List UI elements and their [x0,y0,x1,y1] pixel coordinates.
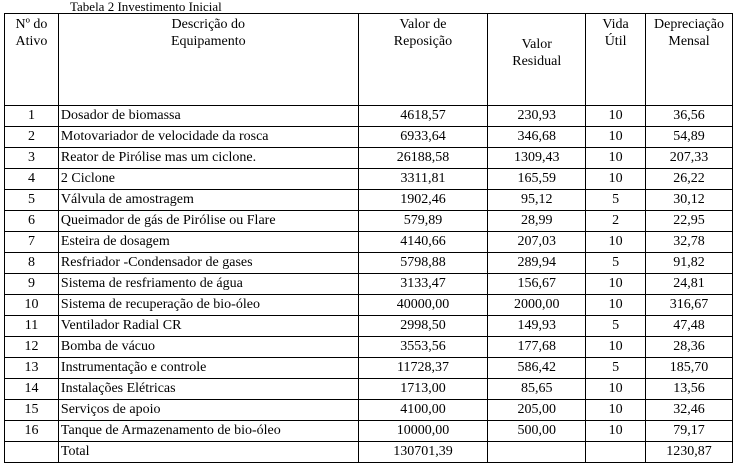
asset-number-cell: 14 [5,379,59,400]
asset-number-cell: 11 [5,316,59,337]
total-num-cell [5,442,59,463]
useful-life-cell: 10 [586,127,646,148]
monthly-depreciation-cell: 22,95 [646,211,733,232]
residual-value-cell: 207,03 [488,232,586,253]
replacement-value-cell: 3311,81 [358,169,488,190]
total-row [5,442,733,463]
residual-value-cell: 289,94 [488,253,586,274]
replacement-value-cell: 40000,00 [358,295,488,316]
header-monthly-depreciation: Depreciação Mensal [646,14,733,106]
monthly-depreciation-cell: 24,81 [646,274,733,295]
monthly-depreciation-cell: 26,22 [646,169,733,190]
table-row [5,148,733,169]
description-cell: Instalações Elétricas [58,379,358,400]
header-asset-number: Nº do Ativo [5,14,59,106]
description-cell: Resfriador -Condensador de gases [58,253,358,274]
asset-number-cell: 6 [5,211,59,232]
table-caption: Tabela 2 Investimento Inicial [70,0,222,14]
description-cell: Queimador de gás de Pirólise ou Flare [58,211,358,232]
monthly-depreciation-cell: 54,89 [646,127,733,148]
monthly-depreciation-cell: 36,56 [646,106,733,127]
header-residual-value: Valor Residual [488,14,586,106]
replacement-value-cell: 579,89 [358,211,488,232]
useful-life-cell: 10 [586,169,646,190]
replacement-value-cell: 11728,37 [358,358,488,379]
description-cell: Sistema de recuperação de bio-óleo [58,295,358,316]
total-label: Total [58,442,358,463]
residual-value-cell: 177,68 [488,337,586,358]
table-row [5,358,733,379]
residual-value-cell: 2000,00 [488,295,586,316]
total-replacement-value: 130701,39 [358,442,488,463]
monthly-depreciation-cell: 32,78 [646,232,733,253]
description-cell: 2 Ciclone [58,169,358,190]
useful-life-cell: 10 [586,148,646,169]
replacement-value-cell: 10000,00 [358,421,488,442]
replacement-value-cell: 3133,47 [358,274,488,295]
monthly-depreciation-cell: 79,17 [646,421,733,442]
asset-number-cell: 7 [5,232,59,253]
description-cell: Motovariador de velocidade da rosca [58,127,358,148]
total-life-cell [586,442,646,463]
description-cell: Tanque de Armazenamento de bio-óleo [58,421,358,442]
table-row [5,379,733,400]
table-row [5,127,733,148]
monthly-depreciation-cell: 28,36 [646,337,733,358]
monthly-depreciation-cell: 91,82 [646,253,733,274]
asset-number-cell: 9 [5,274,59,295]
replacement-value-cell: 1902,46 [358,190,488,211]
replacement-value-cell: 4618,57 [358,106,488,127]
residual-value-cell: 149,93 [488,316,586,337]
table-row [5,400,733,421]
asset-number-cell: 15 [5,400,59,421]
residual-value-cell: 586,42 [488,358,586,379]
asset-number-cell: 16 [5,421,59,442]
description-cell: Reator de Pirólise mas um ciclone. [58,148,358,169]
useful-life-cell: 5 [586,190,646,211]
description-cell: Válvula de amostragem [58,190,358,211]
monthly-depreciation-cell: 13,56 [646,379,733,400]
useful-life-cell: 10 [586,379,646,400]
useful-life-cell: 10 [586,106,646,127]
investment-table [4,13,733,463]
useful-life-cell: 10 [586,400,646,421]
table-row [5,337,733,358]
asset-number-cell: 2 [5,127,59,148]
asset-number-cell: 8 [5,253,59,274]
useful-life-cell: 2 [586,211,646,232]
asset-number-cell: 1 [5,106,59,127]
replacement-value-cell: 4140,66 [358,232,488,253]
useful-life-cell: 5 [586,253,646,274]
monthly-depreciation-cell: 207,33 [646,148,733,169]
replacement-value-cell: 1713,00 [358,379,488,400]
table-row [5,316,733,337]
residual-value-cell: 205,00 [488,400,586,421]
replacement-value-cell: 26188,58 [358,148,488,169]
residual-value-cell: 500,00 [488,421,586,442]
residual-value-cell: 85,65 [488,379,586,400]
residual-value-cell: 1309,43 [488,148,586,169]
asset-number-cell: 10 [5,295,59,316]
monthly-depreciation-cell: 316,67 [646,295,733,316]
description-cell: Dosador de biomassa [58,106,358,127]
asset-number-cell: 4 [5,169,59,190]
description-cell: Sistema de resfriamento de água [58,274,358,295]
description-cell: Instrumentação e controle [58,358,358,379]
header-row [5,14,733,106]
header-description: Descrição do Equipamento [58,14,358,106]
useful-life-cell: 5 [586,358,646,379]
residual-value-cell: 230,93 [488,106,586,127]
residual-value-cell: 346,68 [488,127,586,148]
residual-value-cell: 156,67 [488,274,586,295]
replacement-value-cell: 4100,00 [358,400,488,421]
residual-value-cell: 95,12 [488,190,586,211]
table-row [5,106,733,127]
description-cell: Bomba de vácuo [58,337,358,358]
table-row [5,295,733,316]
useful-life-cell: 10 [586,337,646,358]
asset-number-cell: 12 [5,337,59,358]
asset-number-cell: 3 [5,148,59,169]
residual-value-cell: 28,99 [488,211,586,232]
table-row [5,190,733,211]
header-useful-life: Vida Útil [586,14,646,106]
total-residual-cell [488,442,586,463]
table-row [5,211,733,232]
table-row [5,232,733,253]
replacement-value-cell: 3553,56 [358,337,488,358]
table-row [5,169,733,190]
asset-number-cell: 5 [5,190,59,211]
monthly-depreciation-cell: 185,70 [646,358,733,379]
monthly-depreciation-cell: 30,12 [646,190,733,211]
replacement-value-cell: 6933,64 [358,127,488,148]
replacement-value-cell: 2998,50 [358,316,488,337]
asset-number-cell: 13 [5,358,59,379]
useful-life-cell: 5 [586,316,646,337]
total-monthly-depreciation: 1230,87 [646,442,733,463]
useful-life-cell: 10 [586,295,646,316]
useful-life-cell: 10 [586,421,646,442]
description-cell: Ventilador Radial CR [58,316,358,337]
description-cell: Esteira de dosagem [58,232,358,253]
residual-value-cell: 165,59 [488,169,586,190]
table-row [5,253,733,274]
table-row [5,421,733,442]
replacement-value-cell: 5798,88 [358,253,488,274]
monthly-depreciation-cell: 47,48 [646,316,733,337]
monthly-depreciation-cell: 32,46 [646,400,733,421]
useful-life-cell: 10 [586,274,646,295]
table-row [5,274,733,295]
description-cell: Serviços de apoio [58,400,358,421]
header-replacement-value: Valor de Reposição [358,14,488,106]
useful-life-cell: 10 [586,232,646,253]
